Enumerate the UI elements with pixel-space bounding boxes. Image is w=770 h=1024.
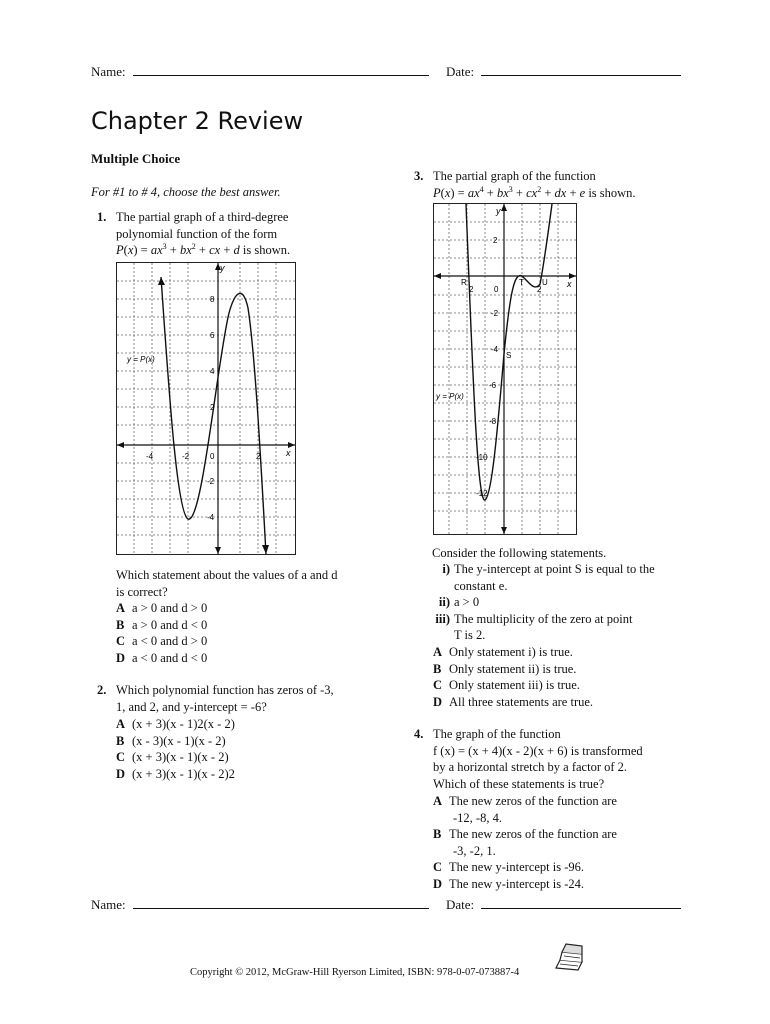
q4-options (433, 793, 703, 892)
q2-stem-line: 1, and 2, and y-intercept = -6? (116, 699, 267, 714)
q3-x-axis-label: x (567, 279, 572, 289)
q1-y-tick: -4 (207, 513, 215, 522)
q1-option-c[interactable]: C a < 0 and d > 0 (116, 634, 208, 648)
q3-x-tick: 2 (537, 285, 542, 294)
q3-statement-text: T is 2. (454, 628, 486, 642)
q2-number: 2. (97, 683, 107, 697)
q4-stem-line: by a horizontal stretch by a factor of 2. (433, 760, 628, 774)
q3-stem-line: The partial graph of the function (433, 169, 596, 183)
q1-y-tick: 2 (210, 403, 215, 412)
q1-y-tick: 6 (210, 331, 215, 340)
q2-stem-line: Which polynomial function has zeros of -3, (116, 683, 334, 697)
q1-stem-line: The partial graph of a third-degree (116, 210, 289, 224)
q1-x-axis-label: x (286, 448, 291, 458)
q4-stem-line: The graph of the function (433, 727, 561, 741)
name-blank (133, 65, 429, 76)
date-field-bottom (446, 897, 681, 914)
q3-y-tick: -12 (476, 489, 488, 498)
q3-point-u: U (542, 278, 548, 287)
q3-y-tick: -8 (489, 417, 497, 426)
q1-option-d[interactable]: D a < 0 and d < 0 (116, 650, 208, 665)
q3-statement-text: The y-intercept at point S is equal to the (454, 562, 655, 576)
q1-stem-line: polynomial function of the form (116, 226, 278, 241)
q1-y-axis-label: y (220, 263, 225, 273)
q1-question-line: is correct? (116, 584, 168, 599)
q3-statement-text: The multiplicity of the zero at point (454, 611, 633, 626)
q3-y-tick: -4 (491, 345, 499, 354)
q1-graph (116, 262, 296, 555)
q3-x-tick: 2 (469, 285, 474, 294)
q2-options (116, 716, 235, 782)
date-blank (481, 898, 681, 909)
page-title: Chapter 2 Review (91, 107, 304, 135)
q3-statement-iii: iii) The multiplicity of the zero at point T is 2. (428, 611, 698, 644)
q1-x-tick: 0 (210, 452, 215, 461)
q1-option-a[interactable]: A a > 0 and d > 0 (116, 601, 208, 615)
q3-options (433, 644, 593, 710)
q3-option-a[interactable]: A Only statement i) is true. (433, 645, 573, 659)
copyright: Copyright © 2012, McGraw-Hill Ryerson Limited, ISBN: 978-0-07-073887-4 (190, 967, 520, 978)
q1-x-tick: -2 (182, 452, 190, 461)
question-1 (97, 209, 397, 259)
date-blank (481, 65, 681, 76)
name-blank (133, 898, 429, 909)
question-4 (414, 726, 714, 792)
q1-number: 1. (97, 210, 107, 224)
q2-option-a[interactable]: A (x + 3)(x - 1)2(x - 2) (116, 717, 235, 731)
date-field (446, 64, 681, 81)
q1-question (116, 567, 406, 600)
name-label: Name: (91, 897, 126, 912)
q3-statement-text: a > 0 (454, 595, 480, 609)
q4-option-c[interactable]: C The new y-intercept is -96. (433, 860, 585, 874)
q3-y-tick: -6 (489, 381, 497, 390)
q2-option-b[interactable]: B (x - 3)(x - 1)(x - 2) (116, 733, 226, 748)
q4-option-b[interactable]: B The new zeros of the function are -3, -2, 1. (433, 827, 617, 858)
q1-y-tick: 4 (210, 367, 215, 376)
q2-option-d[interactable]: D (x + 3)(x - 1)(x - 2)2 (116, 766, 235, 781)
q1-option-b[interactable]: B a > 0 and d < 0 (116, 617, 208, 632)
q1-formula: $P(x) = ax^3 + bx^2$ + cx + d is shown. (116, 241, 291, 257)
q1-y-tick: 8 (210, 295, 215, 304)
q1-question-line: Which statement about the values of a and d (116, 568, 338, 582)
q3-number: 3. (414, 169, 424, 183)
q3-point-r: R (461, 278, 467, 287)
q2-option-c[interactable]: C (x + 3)(x - 1)(x - 2) (116, 750, 229, 764)
q1-x-tick: -4 (146, 452, 154, 461)
q1-options (116, 600, 207, 666)
q3-y-tick: -2 (491, 309, 499, 318)
q4-option-d[interactable]: D The new y-intercept is -24. (433, 876, 585, 891)
q3-graph (433, 203, 577, 535)
q3-formula: $P(x) = ax^4 + bx^3 + cx^2$ + dx + e is shown. (433, 184, 636, 200)
q4-number: 4. (414, 727, 424, 741)
publisher-logo-icon (552, 940, 586, 974)
question-2 (97, 682, 397, 715)
q4-stem-line: Which of these statements is true? (433, 776, 605, 791)
q1-y-tick: -2 (207, 477, 215, 486)
q3-statement-ii: ii) a > 0 (438, 595, 480, 609)
name-field-bottom (91, 897, 429, 914)
q3-option-b[interactable]: B Only statement ii) is true. (433, 661, 577, 676)
q3-x-tick: 0 (494, 285, 499, 294)
q3-statement-text: constant e. (454, 578, 508, 593)
q3-y-tick: 2 (493, 236, 498, 245)
q3-point-s: S (506, 351, 512, 360)
q3-statement-i: i) The y-intercept at point S is equal to the constant e. (428, 561, 698, 594)
q3-y-tick: -10 (476, 453, 488, 462)
q3-option-d[interactable]: D All three statements are true. (433, 694, 594, 709)
q1-function-label: y = P(x) (127, 355, 155, 364)
section-heading: Multiple Choice (91, 151, 181, 166)
date-label: Date: (446, 64, 475, 79)
q3-statements (428, 561, 698, 644)
q3-y-axis-label: y (496, 206, 501, 216)
q3-point-t: T (519, 278, 524, 287)
q4-stem-line: f (x) = (x + 4)(x - 2)(x + 6) is transformed (433, 743, 643, 758)
name-field (91, 64, 429, 81)
question-3 (414, 168, 714, 201)
q4-option-a[interactable]: A The new zeros of the function are -12, -8, 4. (433, 794, 617, 825)
q3-consider: Consider the following statements. (432, 546, 607, 560)
q3-option-c[interactable]: C Only statement iii) is true. (433, 678, 580, 692)
q3-function-label: y = P(x) (436, 392, 464, 401)
instructions: For #1 to # 4, choose the best answer. (91, 185, 281, 199)
name-label: Name: (91, 64, 126, 79)
q1-x-tick: 2 (256, 452, 261, 461)
date-label: Date: (446, 897, 475, 912)
